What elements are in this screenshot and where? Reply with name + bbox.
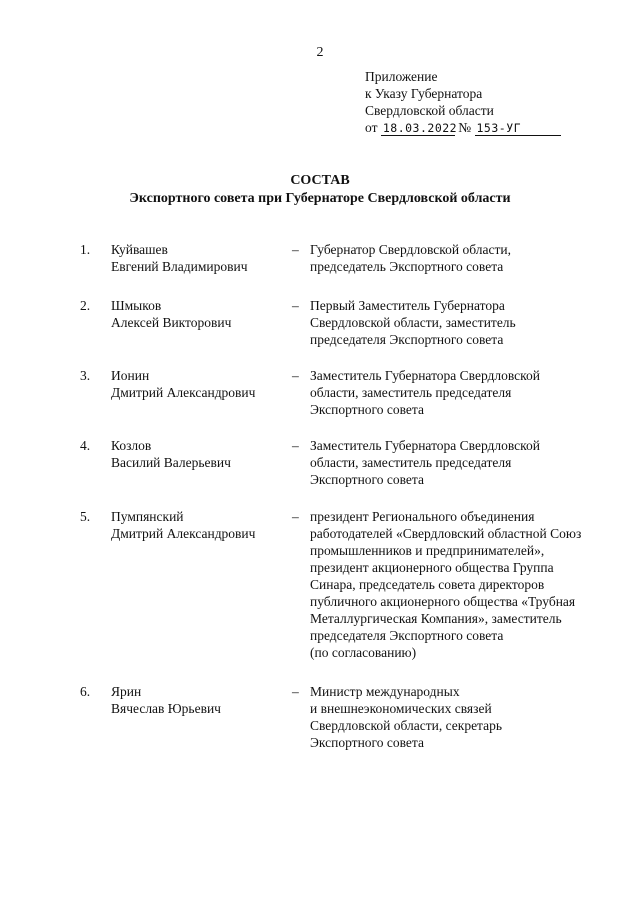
member-row [0,683,640,763]
role-line: председателя Экспортного совета [310,332,504,347]
member-name [111,508,286,542]
member-name [111,367,286,401]
appendix-date-line [365,119,561,136]
member-surname: Козлов [111,438,152,453]
member-given-names: Дмитрий Александрович [111,526,256,541]
member-number: 4. [80,438,91,453]
member-given-names: Евгений Владимирович [111,259,248,274]
role-line: Экспортного совета [310,735,424,750]
member-row [0,367,640,437]
decree-number: 153-УГ [475,122,561,136]
role-line: Свердловской области, секретарь [310,718,503,733]
member-name [111,241,286,275]
appendix-block [365,68,561,136]
member-surname: Ярин [111,684,142,699]
role-line: промышленников и предпринимателей», [310,543,545,558]
member-role [310,367,595,418]
role-line: и внешнеэкономических связей [310,701,492,716]
decree-date: 18.03.2022 [382,121,458,135]
member-number: 2. [80,298,91,313]
member-name [111,683,286,717]
member-number: 3. [80,368,91,383]
role-line: Экспортного совета [310,472,424,487]
appendix-line-1: Приложение [365,69,438,84]
member-number: 6. [80,684,91,699]
member-surname: Куйвашев [111,242,168,257]
role-line: Свердловской области, заместитель [310,315,516,330]
member-role [310,508,595,661]
member-given-names: Вячеслав Юрьевич [111,701,221,716]
member-given-names: Василий Валерьевич [111,455,231,470]
role-line: Металлургическая Компания», заместитель [310,611,562,626]
member-name [111,437,286,471]
number-prefix: № [458,120,472,135]
role-line: работодателей «Свердловский областной Союз [310,526,582,541]
role-line: Первый Заместитель Губернатора [310,298,505,313]
role-line: Заместитель Губернатора Свердловской [310,368,541,383]
role-line: председателя Экспортного совета [310,628,504,643]
heading-subtitle: Экспортного совета при Губернаторе Свердловской области [129,191,511,206]
member-role [310,297,595,348]
member-surname: Ионин [111,368,150,383]
dash: – [292,509,299,524]
dash: – [292,298,299,313]
heading-title: СОСТАВ [290,173,350,188]
dash: – [292,368,299,383]
role-line: президент акционерного общества Группа [310,560,554,575]
member-role [310,437,595,488]
member-row [0,241,640,297]
member-row [0,437,640,508]
role-line: (по согласованию) [310,645,417,660]
role-line: Экспортного совета [310,402,424,417]
member-name [111,297,286,331]
role-line: области, заместитель председателя [310,455,512,470]
role-line: публичного акционерного общества «Трубная [310,594,576,609]
date-prefix: от [365,120,378,135]
role-line: Министр международных [310,684,460,699]
dash: – [292,242,299,257]
member-number: 5. [80,509,91,524]
role-line: президент Регионального объединения [310,509,535,524]
page-number: 2 [316,45,324,60]
member-surname: Пумпянский [111,509,184,524]
members-list [0,241,640,763]
member-row [0,297,640,367]
member-given-names: Дмитрий Александрович [111,385,256,400]
member-role [310,241,595,275]
role-line: Заместитель Губернатора Свердловской [310,438,541,453]
dash: – [292,438,299,453]
member-role [310,683,595,751]
role-line: области, заместитель председателя [310,385,512,400]
member-given-names: Алексей Викторович [111,315,232,330]
member-row [0,508,640,683]
member-number: 1. [80,242,91,257]
appendix-line-3: Свердловской области [365,103,494,118]
role-line: Синара, председатель совета директоров [310,577,545,592]
appendix-line-2: к Указу Губернатора [365,86,483,101]
dash: – [292,684,299,699]
role-line: председатель Экспортного совета [310,259,504,274]
member-surname: Шмыков [111,298,162,313]
role-line: Губернатор Свердловской области, [310,242,511,257]
heading [0,172,640,208]
